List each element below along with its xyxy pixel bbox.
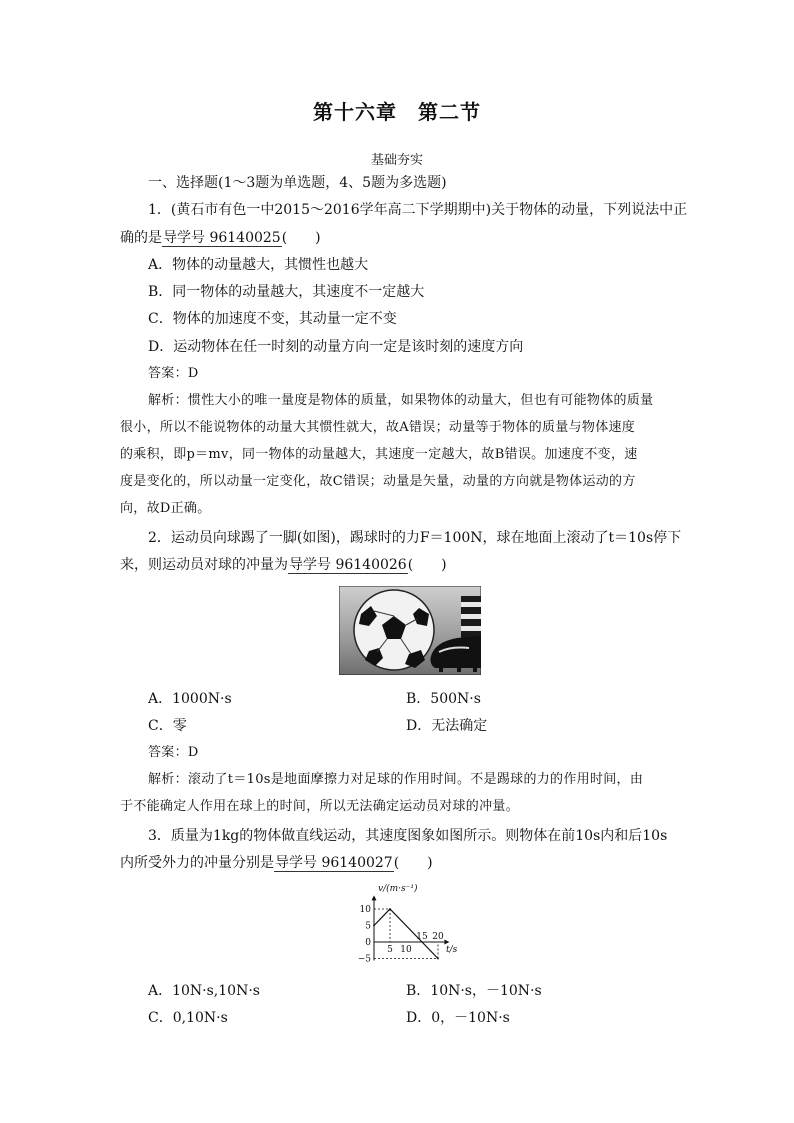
q1-answer (148, 364, 199, 384)
q1-guide-code: 导学号 96140025 (163, 230, 281, 246)
q1-stem-line1: 1．(黄石市有色一中2015～2016学年高二下学期期中)关于物体的动量，下列说法中正 (148, 202, 688, 218)
chart-x-axis-arrow (444, 940, 449, 945)
chart-x-tick-label: 5 (387, 945, 393, 955)
q1-stem-line2 (120, 228, 321, 248)
chart-data-point (437, 958, 439, 960)
chart-y-axis-label: v/(m·s⁻¹) (378, 884, 418, 894)
q1-explanation-line5: 向，故D正确。 (120, 501, 211, 516)
q3-bracket: ( ) (393, 855, 433, 871)
q2-stem-text: 来，则运动员对球的冲量为 (120, 557, 288, 573)
page-title: 第十六章 第二节 (313, 100, 481, 124)
q1-explanation-line3: 的乘积，即p＝mv，同一物体的动量越大，其速度一定越大，故B错误。加速度不变，速 (120, 447, 638, 462)
q2-option-a: A．1000N·s (148, 691, 232, 707)
q1-explanation-line1 (148, 391, 653, 411)
section-subtitle: 基础夯实 (370, 153, 423, 168)
chart-x-tick-label: 10 (400, 945, 412, 955)
chart-y-tick-label: 0 (365, 938, 371, 948)
chart-y-tick-label: 10 (359, 905, 371, 915)
q3-option-d: D．0，－10N·s (406, 1010, 510, 1026)
q2-answer-value: D (187, 745, 199, 760)
question-section-heading: 一、选择题(1～3题为单选题，4、5题为多选题) (148, 175, 447, 191)
q2-exp-text: 滚动了t＝10s是地面摩擦力对足球的作用时间。不是踢球的力的作用时间，由 (187, 772, 644, 787)
q2-answer (148, 743, 199, 763)
q3-stem-text: 内所受外力的冲量分别是 (120, 855, 274, 871)
q3-option-c: C．0,10N·s (148, 1010, 228, 1026)
q1-explanation-line4: 度是变化的，所以动量一定变化，故C错误；动量是矢量，动量的方向就是物体运动的方 (120, 474, 636, 489)
q2-stem-line1: 2．运动员向球踢了一脚(如图)，踢球时的力F＝100N，球在地面上滚动了t＝10s停下 (148, 530, 682, 546)
q1-explanation-line2: 很小，所以不能说物体的动量大其惯性就大，故A错误；动量等于物体的质量与物体速度 (120, 420, 636, 435)
q2-exp-label: 解析： (148, 772, 188, 787)
chart-data-point (389, 908, 391, 910)
q3-option-b: B．10N·s，－10N·s (406, 983, 542, 999)
q1-stem-text: 确的是 (120, 230, 162, 246)
q2-option-d: D．无法确定 (406, 718, 488, 734)
q3-stem-line2 (120, 853, 433, 873)
chart-data-point (373, 925, 375, 927)
q2-answer-label: 答案： (148, 745, 188, 760)
q1-exp-label: 解析： (148, 393, 188, 408)
chart-x-tick-label: 15 (416, 932, 428, 942)
q2-stem-line2 (120, 555, 447, 575)
q1-bracket: ( ) (281, 230, 321, 246)
q3-guide-code: 导学号 96140027 (275, 855, 393, 871)
q1-answer-value: D (187, 366, 199, 381)
q1-option-c: C．物体的加速度不变，其动量一定不变 (148, 311, 397, 327)
chart-x-tick-label: 20 (432, 932, 444, 942)
q1-answer-label: 答案： (148, 366, 188, 381)
q3-stem-line1: 3．质量为1kg的物体做直线运动，其速度图象如图所示。则物体在前10s内和后10s (148, 828, 668, 844)
q1-option-b: B．同一物体的动量越大，其速度不一定越大 (148, 284, 425, 300)
q2-explanation-line1 (148, 770, 643, 790)
velocity-time-chart (350, 878, 460, 968)
chart-x-axis-label: t/s (446, 945, 458, 955)
q2-option-c: C．零 (148, 718, 187, 734)
q1-option-d: D．运动物体在任一时刻的动量方向一定是该时刻的速度方向 (148, 339, 524, 355)
soccer-ball (354, 590, 434, 670)
chart-y-axis-arrow (372, 895, 377, 900)
q1-exp-text: 惯性大小的唯一量度是物体的质量，如果物体的动量大，但也有可能物体的质量 (187, 393, 654, 408)
q3-option-a: A．10N·s,10N·s (148, 983, 260, 999)
chart-y-tick-label: −5 (357, 954, 371, 965)
q2-guide-code: 导学号 96140026 (289, 557, 407, 573)
q2-bracket: ( ) (407, 557, 447, 573)
q1-option-a: A．物体的动量越大，其惯性也越大 (148, 257, 369, 273)
soccer-kick-figure (339, 586, 481, 675)
chart-y-tick-label: 5 (365, 921, 371, 932)
q2-explanation-line2: 于不能确定人作用在球上的时间，所以无法确定运动员对球的冲量。 (120, 799, 520, 814)
q2-option-b: B．500N·s (406, 691, 481, 707)
